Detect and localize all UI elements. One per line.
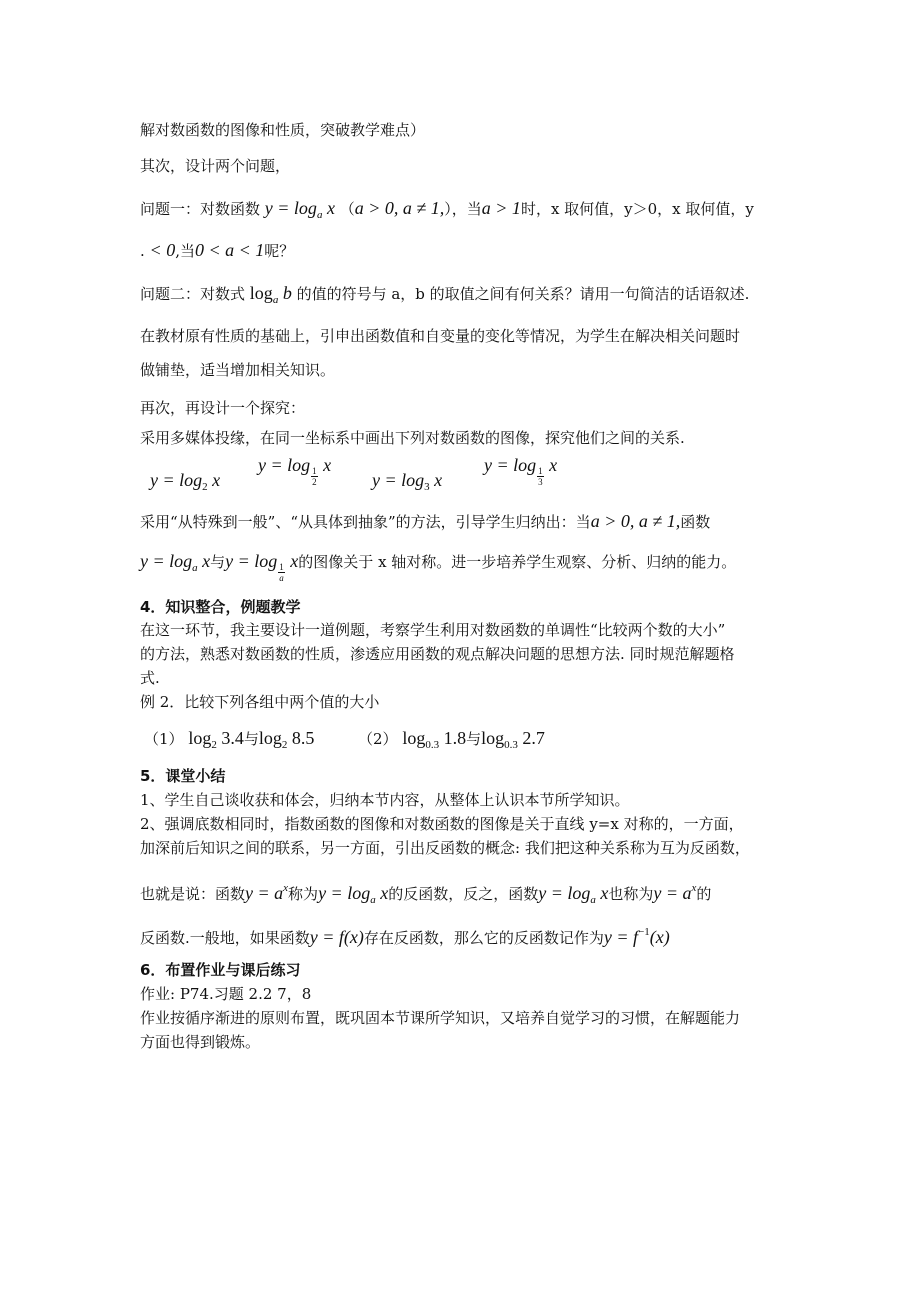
method-line — [140, 511, 710, 532]
condition: < 0 — [149, 240, 176, 260]
formula-log03-1-8: $\log_{0.3} 1.8$ — [402, 728, 467, 751]
formula-log-a-x: $y = \log_a x$ — [140, 551, 211, 574]
text: 也称为 — [608, 885, 654, 903]
question-two — [140, 283, 749, 310]
paren: （ — [339, 200, 355, 218]
text-line: 方面也得到锻炼。 — [140, 1033, 261, 1051]
text: 称为 — [288, 885, 319, 903]
text-line: 再次，再设计一个探究： — [140, 399, 306, 417]
condition: 0 < a < 1 — [194, 240, 265, 260]
text: 的图像关于 x 轴对称。进一步培养学生观察、分析、归纳的能力。 — [298, 553, 737, 571]
formula-log-3: $y = \log_3 x$ — [372, 470, 443, 493]
homework-line: 作业: P74.习题 2.2 7，8 — [140, 985, 312, 1003]
text-line: 采用多媒体投缘，在同一坐标系中画出下列对数函数的图像，探究他们之间的关系. — [140, 429, 685, 447]
formula-log03-2-7: $\log_{0.3} 2.7$ — [481, 728, 545, 751]
text-line: 的方法，熟悉对数函数的性质，渗透应用函数的观点解决问题的思想方法. 同时规范解题格 — [140, 645, 735, 663]
text: 的值的符号与 a，b 的取值之间有何关系？请用一句简洁的话语叙述. — [296, 285, 750, 303]
formula-log-half: y = log $\frac{1}{2}$ x — [258, 455, 332, 487]
text-line: 2、强调底数相同时，指数函数的图像和对数函数的图像是关于直线 y=x 对称的，一方面， — [140, 815, 744, 833]
question-label: 问题一：对数函数 — [140, 200, 261, 218]
formula-y-eq-log-a-x: $y = \log_a x$ — [264, 198, 335, 221]
text: 函数 — [680, 513, 711, 531]
formula-y-eq-f-x: y = f(x) — [309, 927, 364, 947]
text: 存在反函数，那么它的反函数记作为 — [363, 929, 604, 947]
text: . — [140, 242, 150, 260]
text: 与 — [466, 730, 482, 748]
text: 的反函数，反之，函数 — [388, 885, 539, 903]
formula-log-a-x: $y = \log_a x$ — [318, 883, 389, 906]
text: 与 — [243, 730, 259, 748]
text-line: 解对数函数的图像和性质，突破教学难点） — [140, 121, 426, 139]
text: ,当 — [175, 242, 195, 260]
section-heading-5: 5．课堂小结 — [140, 767, 226, 785]
formula-log-a-b: $\log_a b$ — [249, 283, 292, 306]
example-item-2 — [358, 728, 545, 755]
text: 的 — [696, 885, 712, 903]
text-line: 其次，设计两个问题， — [140, 157, 291, 175]
section-heading-4: 4．知识整合，例题教学 — [140, 598, 301, 616]
formula-y-eq-a-x: $y = a^x$ — [245, 882, 289, 903]
text-line: 在教材原有性质的基础上，引申出函数值和自变量的变化等情况，为学生在解决相关问题时 — [140, 327, 741, 345]
text: 也就是说：函数 — [140, 885, 246, 903]
text: 时，x 取何值，y＞0，x 取何值，y — [520, 200, 754, 218]
formula-log-1-over-a-x: y = log $\frac{1}{a}$ x — [225, 551, 299, 583]
item-label: （2） — [358, 730, 398, 748]
formula-log-third: y = log $\frac{1}{3}$ x — [484, 455, 558, 487]
text-line: 作业按循序渐进的原则布置，既巩固本节课所学知识，又培养自觉学习的习惯，在解题能力 — [140, 1009, 741, 1027]
text: 反函数.一般地，如果函数 — [140, 929, 310, 947]
formula-y-eq-a-x: $y = a^x$ — [653, 882, 697, 903]
text-line: 做铺垫，适当增加相关知识。 — [140, 361, 336, 379]
question-label: 问题二：对数式 — [140, 285, 246, 303]
inverse-notation-line — [140, 922, 670, 948]
formula-log-2: $y = \log_2 x$ — [150, 470, 221, 493]
example-item-1 — [144, 728, 314, 755]
text: ），当 — [444, 200, 482, 218]
question-one-cont — [140, 240, 294, 261]
symmetry-line — [140, 551, 736, 583]
text-line: 在这一环节，我主要设计一道例题，考察学生利用对数函数的单调性“比较两个数的大小” — [140, 621, 726, 639]
formula-inverse-f: $y = f^{-1}(x)$ — [603, 926, 670, 947]
text: 呢？ — [264, 242, 295, 260]
question-one — [140, 198, 754, 225]
text-line: 1、学生自己谈收获和体会，归纳本节内容，从整体上认识本节所学知识。 — [140, 791, 630, 809]
condition: a > 1 — [481, 198, 521, 218]
condition: a > 0, a ≠ 1, — [354, 198, 445, 218]
section-heading-6: 6．布置作业与课后练习 — [140, 961, 301, 979]
text: 采用“从特殊到一般”、“从具体到抽象”的方法，引导学生归纳出：当 — [140, 513, 591, 531]
item-label: （1） — [144, 730, 184, 748]
formula-log-a-x: $y = \log_a x$ — [538, 883, 609, 906]
condition: a > 0, a ≠ 1, — [590, 511, 681, 531]
text-line: 式. — [140, 669, 160, 687]
formula-log2-3-4: $\log_2 3.4$ — [188, 728, 244, 751]
text-line: 加深前后知识之间的联系，另一方面，引出反函数的概念: 我们把这种关系称为互为反函数， — [140, 839, 750, 857]
inverse-function-line — [140, 878, 711, 910]
text: 与 — [210, 553, 226, 571]
example-title: 例 2．比较下列各组中两个值的大小 — [140, 693, 380, 711]
formula-log2-8-5: $\log_2 8.5$ — [258, 728, 315, 751]
